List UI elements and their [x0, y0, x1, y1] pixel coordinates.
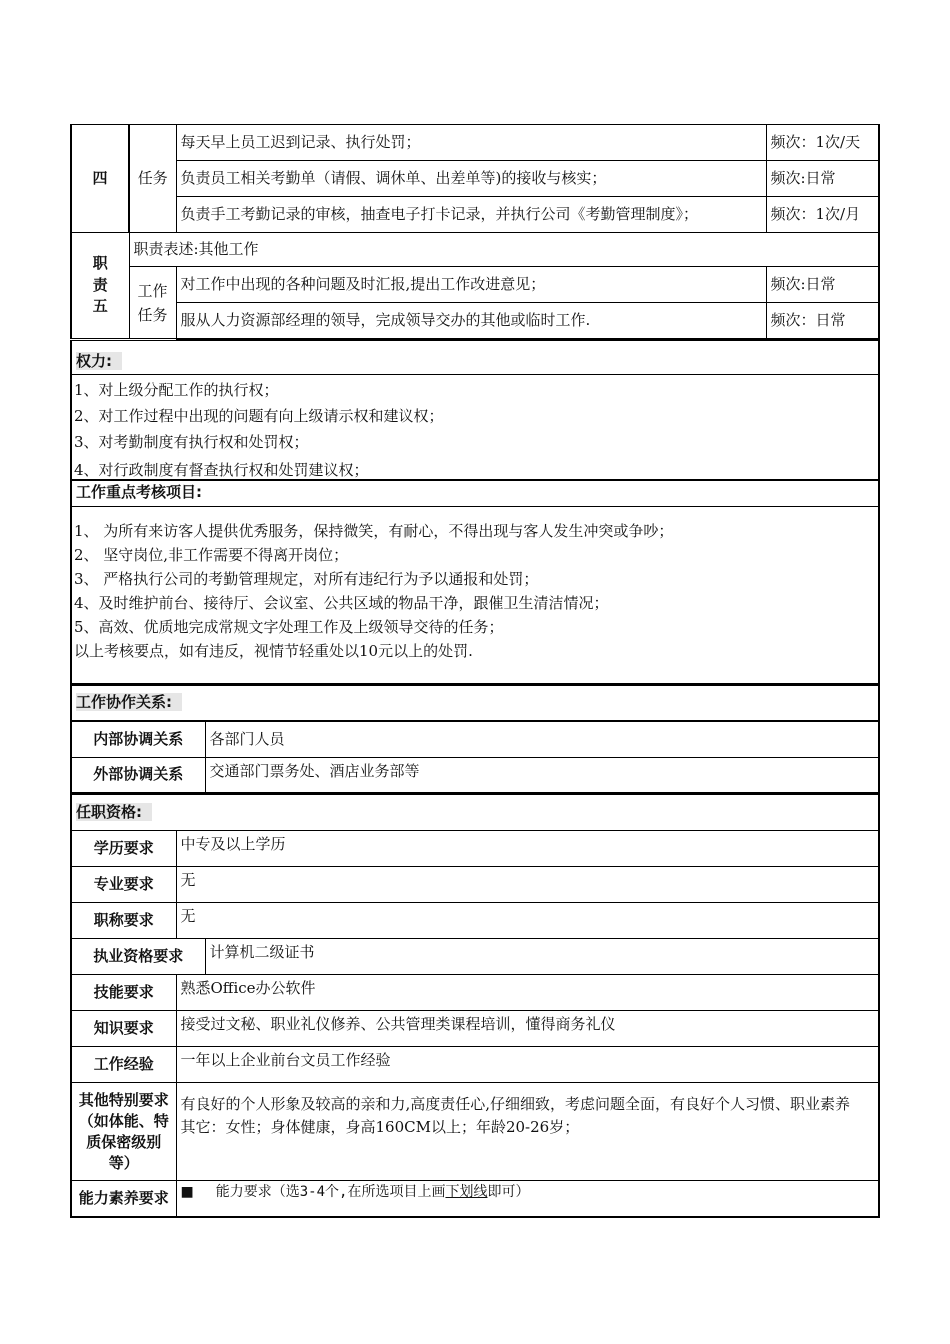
- duty5-freq-1: 频次:日常: [766, 267, 879, 303]
- title-req-label: 职称要求: [71, 903, 176, 939]
- other-req-value-line1: 有良好的个人形象及较高的亲和力,高度责任心,仔细细致，考虑问题全面，有良好个人习惯、职业素养: [180, 1095, 851, 1113]
- duty5-label-char-1: 职: [92, 253, 108, 272]
- authority-item-1: 1、对上级分配工作的执行权；: [74, 380, 279, 399]
- education-value: 中专及以上学历: [176, 831, 879, 867]
- authority-title-text: 权力:: [76, 352, 122, 370]
- duty5-task-label-line2: 任务: [137, 305, 168, 324]
- ability-text-underlined: 下划线: [445, 1184, 488, 1200]
- cooperation-table: [70, 685, 880, 795]
- authority-item-4: 4、对行政制度有督查执行权和处罚建议权；: [74, 460, 369, 479]
- assessment-note: 以上考核要点，如有违反，视情节轻重处以10元以上的处罚.: [74, 641, 473, 660]
- authority-list: [71, 374, 879, 479]
- other-req-label-line4: 等）: [108, 1153, 139, 1172]
- assessment-title: 工作重点考核项目:: [71, 480, 879, 506]
- duty4-task-1: 每天早上员工迟到记录、执行处罚；: [176, 125, 766, 161]
- cooperation-title-text: 工作协作关系:: [76, 693, 182, 711]
- external-coop-value: 交通部门票务处、酒店业务部等: [205, 757, 879, 793]
- duty4-task-3: 负责手工考勤记录的审核，抽查电子打卡记录，并执行公司《考勤管理制度》；: [176, 197, 766, 233]
- external-coop-label: 外部协调关系: [71, 757, 205, 793]
- other-req-label-line2: （如体能、特: [78, 1111, 169, 1130]
- duty4-freq-1: 频次：1次/天: [766, 125, 879, 161]
- other-req-label-line3: 质保密级别: [86, 1132, 162, 1151]
- ability-text-pre: 能力要求（选3-4个,在所选项目上画: [215, 1184, 446, 1200]
- knowledge-value: 接受过文秘、职业礼仪修养、公共管理类课程培训，懂得商务礼仪: [176, 1011, 879, 1047]
- other-req-label: [71, 1083, 176, 1181]
- assessment-item-1: 1、 为所有来访客人提供优秀服务，保持微笑，有耐心，不得出现与客人发生冲突或争吵；: [74, 521, 674, 540]
- duty4-task-2: 负责员工相关考勤单（请假、调休单、出差单等)的接收与核实；: [176, 161, 766, 197]
- duty4-task-label: 任务: [129, 125, 176, 233]
- education-label: 学历要求: [71, 831, 176, 867]
- major-value: 无: [176, 867, 879, 903]
- square-bullet-icon: ■: [180, 1184, 194, 1200]
- assessment-item-2: 2、 坚守岗位,非工作需要不得离开岗位；: [74, 545, 349, 564]
- authority-table: [70, 340, 880, 480]
- duty5-task-2: 服从人力资源部经理的领导，完成领导交办的其他或临时工作.: [176, 303, 766, 339]
- duty5-task-label: [129, 267, 176, 339]
- qualifications-table: [70, 794, 880, 1218]
- assessment-list: [71, 506, 879, 684]
- other-req-label-line1: 其他特别要求: [78, 1090, 169, 1109]
- ability-value: [176, 1181, 879, 1217]
- duty4-freq-2: 频次:日常: [766, 161, 879, 197]
- internal-coop-label: 内部协调关系: [71, 721, 205, 757]
- job-description-document: [70, 124, 880, 1218]
- other-req-value-line2: 其它：女性；身体健康，身高160CM以上；年龄20-26岁；: [180, 1118, 580, 1137]
- ability-label: 能力素养要求: [71, 1181, 176, 1217]
- internal-coop-value: 各部门人员: [205, 721, 879, 757]
- skill-value: 熟悉Office办公软件: [176, 975, 879, 1011]
- other-req-value: [176, 1083, 879, 1181]
- assessment-table: [70, 480, 880, 685]
- duty4-freq-3: 频次：1次/月: [766, 197, 879, 233]
- assessment-item-3: 3、 严格执行公司的考勤管理规定，对所有违纪行为予以通报和处罚；: [74, 569, 539, 588]
- duty4-label: 四: [71, 125, 129, 233]
- major-label: 专业要求: [71, 867, 176, 903]
- knowledge-label: 知识要求: [71, 1011, 176, 1047]
- qualifications-title: [71, 795, 879, 831]
- duty5-freq-2: 频次：日常: [766, 303, 879, 339]
- experience-value: 一年以上企业前台文员工作经验: [176, 1047, 879, 1083]
- title-req-value: 无: [176, 903, 879, 939]
- authority-item-2: 2、对工作过程中出现的问题有向上级请示权和建议权；: [74, 406, 444, 425]
- ability-text-post: 即可）: [487, 1184, 530, 1200]
- duties-table: [70, 124, 880, 340]
- cooperation-title: [71, 685, 879, 721]
- duty5-task-label-line1: 工作: [137, 281, 168, 300]
- duty5-statement: 职责表述:其他工作: [129, 233, 879, 267]
- cert-value: 计算机二级证书: [205, 939, 879, 975]
- assessment-item-4: 4、及时维护前台、接待厅、会议室、公共区域的物品干净，跟催卫生清洁情况；: [74, 593, 609, 612]
- skill-label: 技能要求: [71, 975, 176, 1011]
- duty5-task-1: 对工作中出现的各种问题及时汇报,提出工作改进意见；: [176, 267, 766, 303]
- authority-title: [71, 340, 879, 374]
- experience-label: 工作经验: [71, 1047, 176, 1083]
- assessment-item-5: 5、高效、优质地完成常规文字处理工作及上级领导交待的任务；: [74, 617, 504, 636]
- cert-label: 执业资格要求: [71, 939, 205, 975]
- duty5-label: [71, 233, 129, 339]
- qualifications-title-text: 任职资格:: [76, 803, 152, 821]
- duty5-label-char-3: 五: [92, 297, 108, 316]
- authority-item-3: 3、对考勤制度有执行权和处罚权；: [74, 432, 309, 451]
- duty5-label-char-2: 责: [92, 275, 108, 294]
